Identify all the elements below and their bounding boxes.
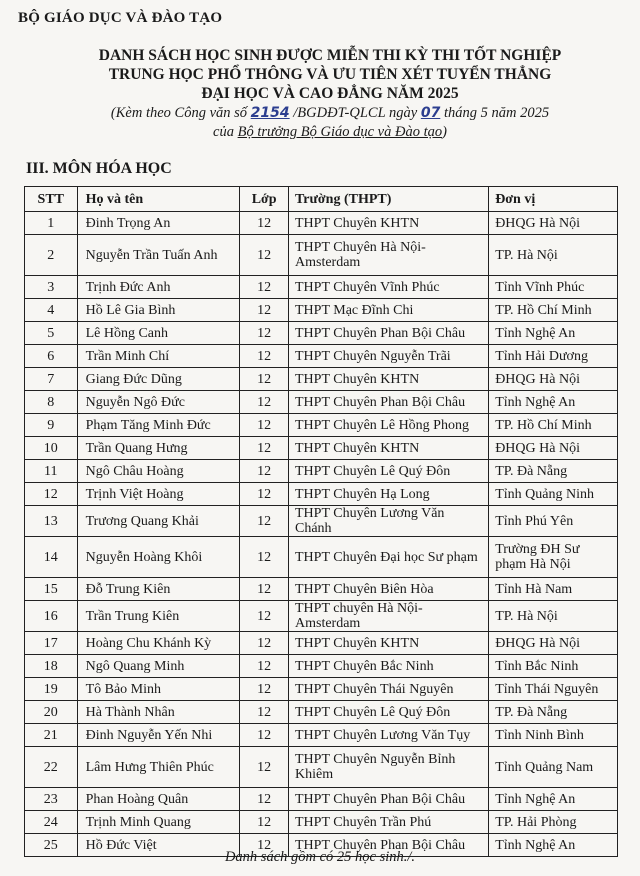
ref-day-handwritten: 07 <box>420 105 441 121</box>
cell-unit: TP. Hồ Chí Minh <box>489 299 618 322</box>
reference-line-1 <box>40 104 620 123</box>
cell-grade: 12 <box>240 437 289 460</box>
ref-prefix: (Kèm theo Công văn số <box>110 105 248 121</box>
cell-stt: 5 <box>25 322 78 345</box>
cell-stt: 11 <box>25 460 78 483</box>
table-row <box>25 578 618 601</box>
cell-school: THPT Chuyên Phan Bội Châu <box>289 788 489 811</box>
cell-name: Đinh Nguyễn Yến Nhi <box>77 724 240 747</box>
cell-name: Trần Minh Chí <box>77 345 240 368</box>
cell-school: THPT Chuyên Lương Văn Chánh <box>289 506 489 537</box>
cell-stt: 15 <box>25 578 78 601</box>
cell-grade: 12 <box>240 601 289 632</box>
cell-stt: 6 <box>25 345 78 368</box>
table-row <box>25 601 618 632</box>
cell-grade: 12 <box>240 678 289 701</box>
cell-stt: 22 <box>25 747 78 788</box>
cell-name: Đinh Trọng An <box>77 212 240 235</box>
table-row <box>25 437 618 460</box>
ref-code: /BGDĐT-QLCL ngày <box>293 105 418 121</box>
header-school: Trường (THPT) <box>289 187 489 212</box>
cell-unit: Tỉnh Nghệ An <box>489 391 618 414</box>
ref-month-year: tháng 5 năm 2025 <box>443 105 550 121</box>
cell-stt: 10 <box>25 437 78 460</box>
cell-unit: ĐHQG Hà Nội <box>489 368 618 391</box>
cell-unit: Tỉnh Nghệ An <box>489 788 618 811</box>
cell-stt: 9 <box>25 414 78 437</box>
cell-stt: 3 <box>25 276 78 299</box>
cell-unit: TP. Hà Nội <box>489 235 618 276</box>
cell-unit: ĐHQG Hà Nội <box>489 632 618 655</box>
header-unit: Đơn vị <box>489 187 618 212</box>
cell-stt: 17 <box>25 632 78 655</box>
cell-unit: TP. Hồ Chí Minh <box>489 414 618 437</box>
cell-school: THPT Chuyên Lê Quý Đôn <box>289 701 489 724</box>
table-row <box>25 235 618 276</box>
table-row <box>25 414 618 437</box>
table-row <box>25 747 618 788</box>
cell-unit: Tỉnh Phú Yên <box>489 506 618 537</box>
cell-grade: 12 <box>240 483 289 506</box>
cell-stt: 13 <box>25 506 78 537</box>
ref-line2-suffix: ) <box>442 124 447 140</box>
cell-school: THPT Mạc Đĩnh Chi <box>289 299 489 322</box>
cell-school: THPT Chuyên Phan Bội Châu <box>289 391 489 414</box>
table-header-row <box>25 187 618 212</box>
cell-name: Trương Quang Khải <box>77 506 240 537</box>
cell-school: THPT Chuyên Bắc Ninh <box>289 655 489 678</box>
cell-stt: 7 <box>25 368 78 391</box>
cell-school: THPT Chuyên Trần Phú <box>289 811 489 834</box>
cell-school: THPT Chuyên Phan Bội Châu <box>289 322 489 345</box>
cell-stt: 18 <box>25 655 78 678</box>
table-row <box>25 368 618 391</box>
cell-name: Nguyễn Hoàng Khôi <box>77 537 240 578</box>
cell-grade: 12 <box>240 788 289 811</box>
cell-grade: 12 <box>240 632 289 655</box>
cell-unit: Tỉnh Ninh Bình <box>489 724 618 747</box>
doc-title-line-3: ĐẠI HỌC VÀ CAO ĐẲNG NĂM 2025 <box>201 85 459 102</box>
table-row <box>25 322 618 345</box>
cell-grade: 12 <box>240 537 289 578</box>
cell-unit: TP. Đà Nẵng <box>489 460 618 483</box>
cell-name: Hồ Lê Gia Bình <box>77 299 240 322</box>
cell-school: THPT Chuyên Biên Hòa <box>289 578 489 601</box>
cell-stt: 23 <box>25 788 78 811</box>
table-row <box>25 299 618 322</box>
cell-name: Trần Quang Hưng <box>77 437 240 460</box>
table-row <box>25 811 618 834</box>
table-row <box>25 212 618 235</box>
cell-unit: Tỉnh Hà Nam <box>489 578 618 601</box>
cell-name: Trần Trung Kiên <box>77 601 240 632</box>
cell-stt: 12 <box>25 483 78 506</box>
cell-stt: 16 <box>25 601 78 632</box>
cell-unit: ĐHQG Hà Nội <box>489 437 618 460</box>
ref-line2-prefix: của <box>213 124 234 140</box>
table-row <box>25 632 618 655</box>
cell-unit: Tỉnh Nghệ An <box>489 322 618 345</box>
cell-stt: 14 <box>25 537 78 578</box>
cell-name: Lâm Hưng Thiên Phúc <box>77 747 240 788</box>
cell-school: THPT Chuyên KHTN <box>289 212 489 235</box>
cell-name: Trịnh Việt Hoàng <box>77 483 240 506</box>
table-row <box>25 655 618 678</box>
cell-grade: 12 <box>240 212 289 235</box>
cell-stt: 21 <box>25 724 78 747</box>
cell-name: Ngô Quang Minh <box>77 655 240 678</box>
cell-unit: ĐHQG Hà Nội <box>489 212 618 235</box>
ministry-name: BỘ GIÁO DỤC VÀ ĐÀO TẠO <box>18 10 223 26</box>
cell-school: THPT Chuyên Lê Hồng Phong <box>289 414 489 437</box>
cell-unit: Trường ĐH Sư phạm Hà Nội <box>489 537 618 578</box>
cell-name: Trịnh Đức Anh <box>77 276 240 299</box>
cell-school: THPT Chuyên Hà Nội-Amsterdam <box>289 235 489 276</box>
cell-name: Hồ Đức Việt <box>77 834 240 857</box>
cell-unit: Tỉnh Bắc Ninh <box>489 655 618 678</box>
cell-school: THPT Chuyên Hạ Long <box>289 483 489 506</box>
table-row <box>25 483 618 506</box>
cell-grade: 12 <box>240 235 289 276</box>
header-name: Họ và tên <box>77 187 240 212</box>
cell-school: THPT Chuyên Vĩnh Phúc <box>289 276 489 299</box>
cell-grade: 12 <box>240 724 289 747</box>
ref-signer: Bộ trưởng Bộ Giáo dục và Đào tạo <box>237 124 443 140</box>
header-stt: STT <box>25 187 78 212</box>
cell-school: THPT Chuyên Nguyễn Trãi <box>289 345 489 368</box>
table-row <box>25 537 618 578</box>
cell-name: Phạm Tăng Minh Đức <box>77 414 240 437</box>
ref-number-handwritten: 2154 <box>250 105 290 121</box>
header-grade: Lớp <box>240 187 289 212</box>
table-row <box>25 276 618 299</box>
cell-school: THPT Chuyên Phan Bội Châu <box>289 834 489 857</box>
table-row <box>25 788 618 811</box>
cell-unit: TP. Đà Nẵng <box>489 701 618 724</box>
cell-grade: 12 <box>240 506 289 537</box>
cell-grade: 12 <box>240 578 289 601</box>
table-row <box>25 701 618 724</box>
cell-school: THPT Chuyên KHTN <box>289 632 489 655</box>
table-row <box>25 724 618 747</box>
cell-name: Phan Hoàng Quân <box>77 788 240 811</box>
cell-school: THPT Chuyên Đại học Sư phạm <box>289 537 489 578</box>
cell-unit: Tỉnh Quảng Ninh <box>489 483 618 506</box>
cell-school: THPT Chuyên KHTN <box>289 368 489 391</box>
cell-name: Giang Đức Dũng <box>77 368 240 391</box>
reference-line-2 <box>40 123 620 142</box>
cell-school: THPT Chuyên Lương Văn Tụy <box>289 724 489 747</box>
cell-grade: 12 <box>240 391 289 414</box>
cell-name: Đỗ Trung Kiên <box>77 578 240 601</box>
cell-name: Tô Bảo Minh <box>77 678 240 701</box>
cell-name: Trịnh Minh Quang <box>77 811 240 834</box>
cell-stt: 25 <box>25 834 78 857</box>
table-row <box>25 391 618 414</box>
cell-grade: 12 <box>240 655 289 678</box>
table-row <box>25 506 618 537</box>
table-row <box>25 460 618 483</box>
cell-stt: 8 <box>25 391 78 414</box>
cell-school: THPT Chuyên Lê Quý Đôn <box>289 460 489 483</box>
cell-name: Nguyễn Ngô Đức <box>77 391 240 414</box>
cell-grade: 12 <box>240 701 289 724</box>
cell-stt: 20 <box>25 701 78 724</box>
student-table <box>24 186 618 857</box>
cell-school: THPT Chuyên Thái Nguyên <box>289 678 489 701</box>
cell-unit: Tỉnh Nghệ An <box>489 834 618 857</box>
doc-title-line-2: TRUNG HỌC PHỔ THÔNG VÀ ƯU TIÊN XÉT TUYỂN THẲNG <box>108 66 552 83</box>
cell-grade: 12 <box>240 299 289 322</box>
cell-school: THPT chuyên Hà Nội-Amsterdam <box>289 601 489 632</box>
cell-name: Hà Thành Nhân <box>77 701 240 724</box>
table-row <box>25 345 618 368</box>
cell-stt: 4 <box>25 299 78 322</box>
cell-name: Ngô Châu Hoàng <box>77 460 240 483</box>
cell-grade: 12 <box>240 276 289 299</box>
doc-title-line-1: DANH SÁCH HỌC SINH ĐƯỢC MIỄN THI KỲ THI TỐT NGHIỆP <box>98 47 562 64</box>
section-title: III. MÔN HÓA HỌC <box>26 160 172 177</box>
footer-note: Danh sách gồm có 25 học sinh./. <box>224 849 416 865</box>
cell-stt: 19 <box>25 678 78 701</box>
cell-unit: Tỉnh Vĩnh Phúc <box>489 276 618 299</box>
cell-grade: 12 <box>240 460 289 483</box>
cell-unit: Tỉnh Hải Dương <box>489 345 618 368</box>
cell-grade: 12 <box>240 414 289 437</box>
cell-grade: 12 <box>240 322 289 345</box>
cell-name: Nguyễn Trần Tuấn Anh <box>77 235 240 276</box>
table-row <box>25 678 618 701</box>
cell-stt: 24 <box>25 811 78 834</box>
cell-unit: Tỉnh Quảng Nam <box>489 747 618 788</box>
cell-name: Lê Hồng Canh <box>77 322 240 345</box>
cell-grade: 12 <box>240 811 289 834</box>
cell-stt: 2 <box>25 235 78 276</box>
cell-school: THPT Chuyên Nguyễn Bỉnh Khiêm <box>289 747 489 788</box>
cell-grade: 12 <box>240 345 289 368</box>
cell-unit: TP. Hà Nội <box>489 601 618 632</box>
cell-unit: Tỉnh Thái Nguyên <box>489 678 618 701</box>
cell-school: THPT Chuyên KHTN <box>289 437 489 460</box>
cell-grade: 12 <box>240 834 289 857</box>
cell-unit: TP. Hải Phòng <box>489 811 618 834</box>
cell-name: Hoàng Chu Khánh Kỳ <box>77 632 240 655</box>
cell-grade: 12 <box>240 747 289 788</box>
cell-stt: 1 <box>25 212 78 235</box>
cell-grade: 12 <box>240 368 289 391</box>
